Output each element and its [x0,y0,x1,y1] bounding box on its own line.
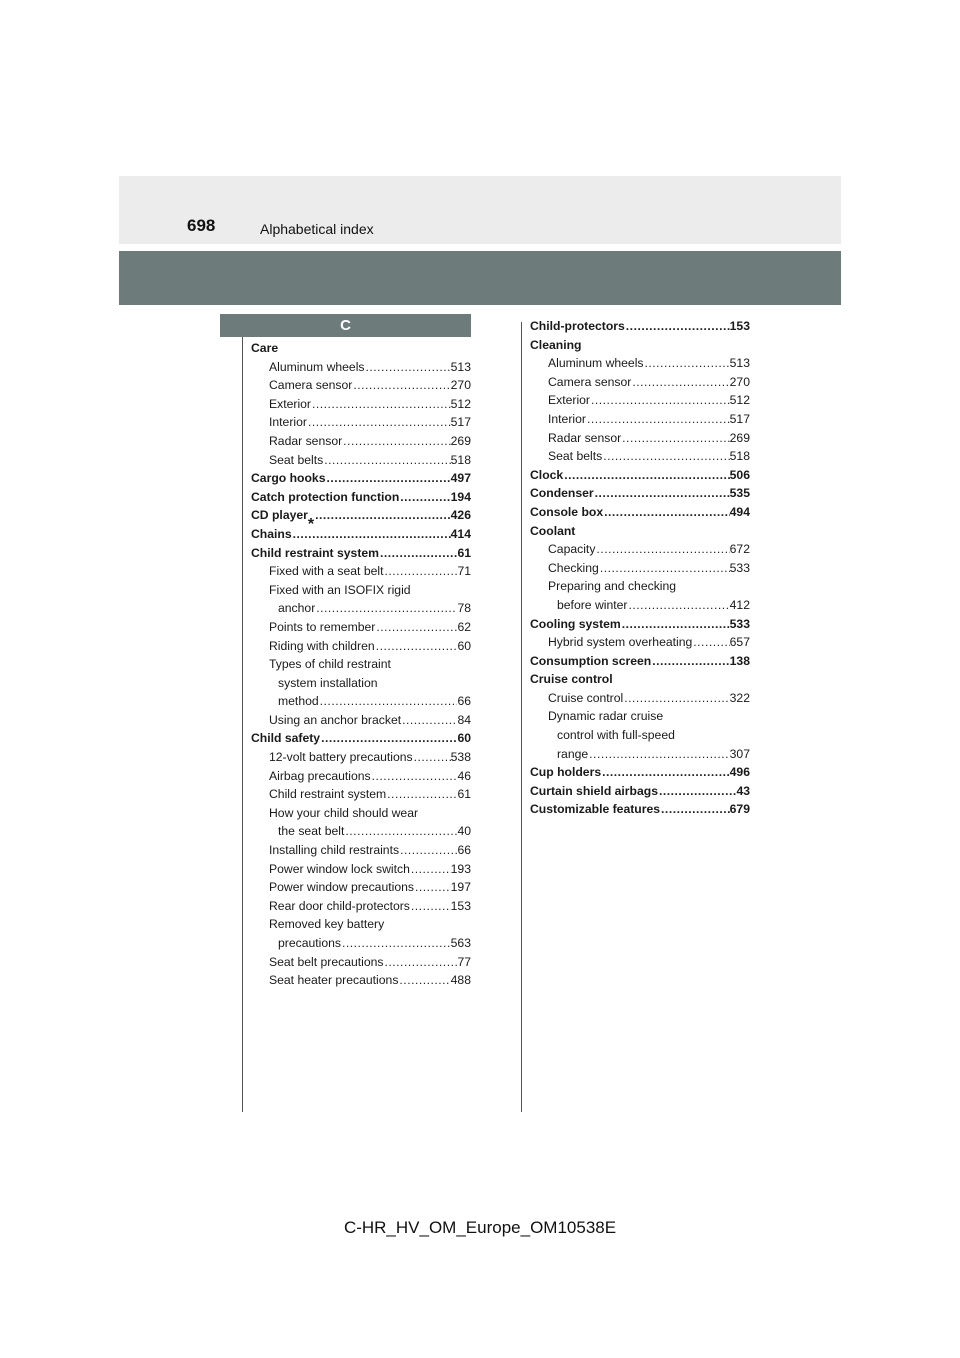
index-entry-label: Dynamic radar cruise [548,709,664,724]
index-entry-page[interactable]: 563 [450,936,471,950]
index-entry [251,451,471,470]
leader-dots [307,413,451,432]
leader-dots [660,800,730,819]
leader-dots [601,763,730,782]
leader-dots [379,544,457,563]
index-entry-page[interactable]: 60 [457,638,471,653]
index-entry-label: 12-volt battery precautions [269,750,413,765]
index-entry-page[interactable]: 512 [450,396,471,411]
index-entry-page[interactable]: 197 [450,880,471,895]
leader-dots [365,358,451,377]
index-entry [530,522,750,541]
index-column-1 [251,339,471,990]
header-top [119,176,841,244]
index-entry-page[interactable]: 46 [457,768,471,783]
index-entry [530,633,750,652]
index-entry-page[interactable]: 513 [450,359,471,374]
index-entry [251,748,471,767]
column-rule-right [521,322,522,1112]
index-entry [251,785,471,804]
index-entry-label: Radar sensor [269,433,343,448]
index-entry-label: Condenser [530,486,594,501]
leader-dots [383,562,457,581]
index-entry-label: Types of child restraint [269,657,391,672]
index-entry-label: Cup holders [530,765,602,780]
index-entry-label: Seat belt precautions [269,954,384,969]
index-entry-page[interactable]: 78 [457,601,471,616]
leader-dots [386,785,457,804]
leader-dots [563,466,729,485]
index-entry [251,822,471,841]
index-entry [530,391,750,410]
index-entry-label: Catch protection function [251,489,400,504]
index-entry [251,469,471,488]
index-entry-label: Power window precautions [269,880,414,895]
index-entry-label: Cruise control [530,672,613,687]
index-entry-label: Cleaning [530,337,582,352]
index-entry-label: How your child should wear [269,805,419,820]
index-entry-page[interactable]: 153 [450,898,471,913]
index-entry [530,763,750,782]
index-entry [530,429,750,448]
leader-dots [401,711,457,730]
index-entry-page[interactable]: 518 [729,449,750,464]
index-entry [251,562,471,581]
leader-dots [341,934,451,953]
index-entry [530,317,750,336]
index-entry [530,726,750,745]
leader-dots [631,373,729,392]
leader-dots [595,540,729,559]
index-entry-page[interactable]: 533 [729,616,750,631]
index-entry-page[interactable]: 61 [457,787,471,802]
index-entry-page[interactable]: 518 [450,452,471,467]
index-entry-label: Seat belts [269,452,324,467]
index-entry [251,432,471,451]
index-entry-label: Seat belts [548,449,603,464]
index-entry [251,655,471,674]
index-entry-label: Rear door child-protectors [269,898,410,913]
index-entry [530,596,750,615]
index-entry [530,503,750,522]
index-entry-page[interactable]: 40 [457,824,471,839]
leader-dots [414,878,451,897]
leader-dots [413,748,451,767]
index-entry-page[interactable]: 426 [450,508,471,523]
leader-dots [311,395,451,414]
index-entry-label: Console box [530,504,604,519]
index-entry [251,358,471,377]
index-entry [251,395,471,414]
index-entry-page[interactable]: 414 [450,526,471,541]
index-entry-label: Checking [548,560,599,575]
index-entry [530,615,750,634]
index-entry [530,559,750,578]
index-entry-label: Camera sensor [548,374,632,389]
leader-dots [410,897,451,916]
leader-dots [692,633,729,652]
leader-dots [319,692,458,711]
index-entry-page[interactable]: 679 [729,802,750,817]
index-entry-page[interactable]: 62 [457,619,471,634]
index-entry [530,652,750,671]
index-entry-label: Chains [251,526,292,541]
index-entry-page[interactable]: 71 [457,564,471,579]
index-entry [530,800,750,819]
document-code: C-HR_HV_OM_Europe_OM10538E [343,1218,617,1237]
index-entry-label: Cooling system [530,616,621,631]
index-entry [530,689,750,708]
index-entry [251,413,471,432]
index-entry-label: precautions [278,936,342,950]
index-entry-label: Removed key battery [269,917,385,932]
index-entry-label: Airbag precautions [269,768,371,783]
index-entry [251,544,471,563]
index-entry [251,729,471,748]
leader-dots [627,596,729,615]
index-entry-label: Aluminum wheels [548,356,644,371]
index-entry [530,577,750,596]
index-entry-label: Coolant [530,523,576,538]
leader-dots [603,503,730,522]
leader-dots [371,767,458,786]
index-entry-label: Child restraint system [251,545,380,560]
index-entry-page[interactable]: 66 [457,694,471,709]
index-entry [530,484,750,503]
index-entry-page[interactable]: 60 [457,731,471,746]
index-entry [251,637,471,656]
index-entry-label: Seat heater precautions [269,973,399,988]
index-entry-label: Capacity [548,542,596,557]
index-entry-label: Curtain shield airbags [530,783,658,798]
leader-dots [410,860,451,879]
index-entry [251,339,471,358]
leader-dots [594,484,730,503]
index-entry-page[interactable]: 497 [450,471,471,486]
index-entry-page[interactable]: 322 [729,690,750,705]
index-entry-page[interactable]: 657 [729,635,750,650]
leader-dots [320,729,457,748]
index-entry-page[interactable]: 513 [729,356,750,371]
index-entry-label: before winter [557,597,628,612]
index-entry-page[interactable]: 269 [450,433,471,448]
index-entry-label: system installation [278,675,378,690]
index-entry-label: Cruise control [548,690,624,705]
index-entry-page[interactable]: 496 [729,765,750,780]
index-entry-page[interactable]: 43 [736,783,750,798]
index-entry-page[interactable]: 412 [729,597,750,612]
leader-dots [384,953,458,972]
index-entry-page[interactable]: 517 [729,411,750,426]
index-entry [251,525,471,544]
index-entry-label: Camera sensor [269,378,353,393]
index-entry-label: Child restraint system [269,787,387,802]
index-entry-page[interactable]: 66 [457,843,471,858]
index-entry [251,934,471,953]
header-band [119,251,841,305]
index-entry-label: Exterior [548,393,590,408]
index-entry-label: Using an anchor bracket [269,712,402,727]
index-entry-label: Interior [269,415,307,430]
index-entry-label: Clock [530,467,564,482]
index-entry [530,447,750,466]
leader-dots [375,618,457,637]
index-entry-label: Care [251,341,279,355]
index-entry [530,336,750,355]
leader-dots [326,469,451,488]
leader-dots [625,317,730,336]
index-entry [251,618,471,637]
leader-dots [658,782,736,801]
leader-dots [590,391,730,410]
section-letter: C [220,314,471,337]
leader-dots [292,525,451,544]
index-entry [251,674,471,693]
index-entry-label: Power window lock switch [269,861,410,876]
index-entry [251,692,471,711]
index-entry-label: anchor [278,601,316,616]
index-entry [251,488,471,507]
index-entry [251,860,471,879]
index-entry-label: Preparing and checking [548,579,677,594]
index-entry [251,581,471,600]
leader-dots [399,841,457,860]
index-entry-page[interactable]: 61 [457,545,471,560]
index-entry [251,878,471,897]
index-entry-page[interactable]: 153 [729,319,750,333]
index-entry-page[interactable]: 307 [729,746,750,761]
leader-dots [398,971,450,990]
index-entry [530,354,750,373]
index-entry-page[interactable]: 672 [729,542,750,557]
index-entry-page[interactable]: 269 [729,430,750,445]
index-entry-label: method [278,694,319,709]
index-entry [251,804,471,823]
leader-dots [314,506,451,525]
index-entry-label: Fixed with a seat belt [269,564,384,579]
leader-dots [342,432,450,451]
index-entry-label: Child-protectors [530,319,625,333]
index-entry [251,897,471,916]
index-entry-page[interactable]: 194 [450,489,471,504]
index-entry-page[interactable]: 270 [450,378,471,393]
index-entry [530,410,750,429]
leader-dots [352,376,450,395]
index-entry-page[interactable]: 138 [729,653,750,668]
index-entry-label: Installing child restraints [269,843,400,858]
page-title: Alphabetical index [260,221,374,237]
index-entry-label: Hybrid system overheating [548,635,693,650]
index-entry-page[interactable]: 84 [457,712,471,727]
leader-dots [602,447,729,466]
index-entry [251,953,471,972]
index-entry-page[interactable]: 77 [457,954,471,969]
index-entry-label: the seat belt [278,824,345,839]
index-entry-page[interactable]: 488 [450,973,471,988]
index-entry-label: control with full-speed [557,728,675,743]
index-entry-page[interactable]: 533 [729,560,750,575]
index-entry-label: CD player [251,508,308,523]
index-entry [251,971,471,990]
leader-dots [623,689,729,708]
index-entry: CD player * ..... 426 [251,506,471,525]
leader-dots [588,745,729,764]
leader-dots [644,354,730,373]
index-entry-label: Fixed with an ISOFIX rigid [269,582,411,597]
leader-dots [599,559,730,578]
index-entry-page[interactable]: 538 [450,750,471,765]
index-entry [251,376,471,395]
leader-dots [621,615,730,634]
index-entry [251,767,471,786]
index-entry-page[interactable]: 535 [729,486,750,501]
index-entry-page[interactable]: 270 [729,374,750,389]
index-entry-label: Child safety [251,731,321,746]
index-entry [251,841,471,860]
index-entry-label: Aluminum wheels [269,359,365,374]
index-entry [530,745,750,764]
leader-dots [399,488,450,507]
leader-dots [323,451,450,470]
index-entry [530,540,750,559]
column-rule-left [242,322,243,1112]
index-entry-label: Interior [548,411,586,426]
index-entry-label: range [557,746,589,761]
index-entry-label: Riding with children [269,638,375,653]
index-entry [530,373,750,392]
index-entry-page[interactable]: 512 [729,393,750,408]
index-entry [530,670,750,689]
index-entry [530,782,750,801]
index-entry-page[interactable]: 517 [450,415,471,430]
leader-dots [315,599,457,618]
index-entry-label: Radar sensor [548,430,622,445]
index-entry-label: Cargo hooks [251,471,326,486]
leader-dots [651,652,729,671]
leader-dots [375,637,458,656]
index-entry-label: Customizable features [530,802,661,817]
index-column-2 [530,317,750,819]
leader-dots [621,429,729,448]
index-entry-label: Exterior [269,396,311,411]
index-entry [530,707,750,726]
index-entry-label: Consumption screen [530,653,652,668]
index-entry [251,599,471,618]
index-entry-label: Points to remember [269,619,376,634]
index-entry-page[interactable]: 494 [729,504,750,519]
index-entry [251,915,471,934]
leader-dots [586,410,730,429]
page-number: 698 [187,216,216,235]
index-entry [530,466,750,485]
index-entry [251,711,471,730]
index-entry-page[interactable]: 506 [729,467,750,482]
leader-dots [344,822,457,841]
index-entry-page[interactable]: 193 [450,861,471,876]
